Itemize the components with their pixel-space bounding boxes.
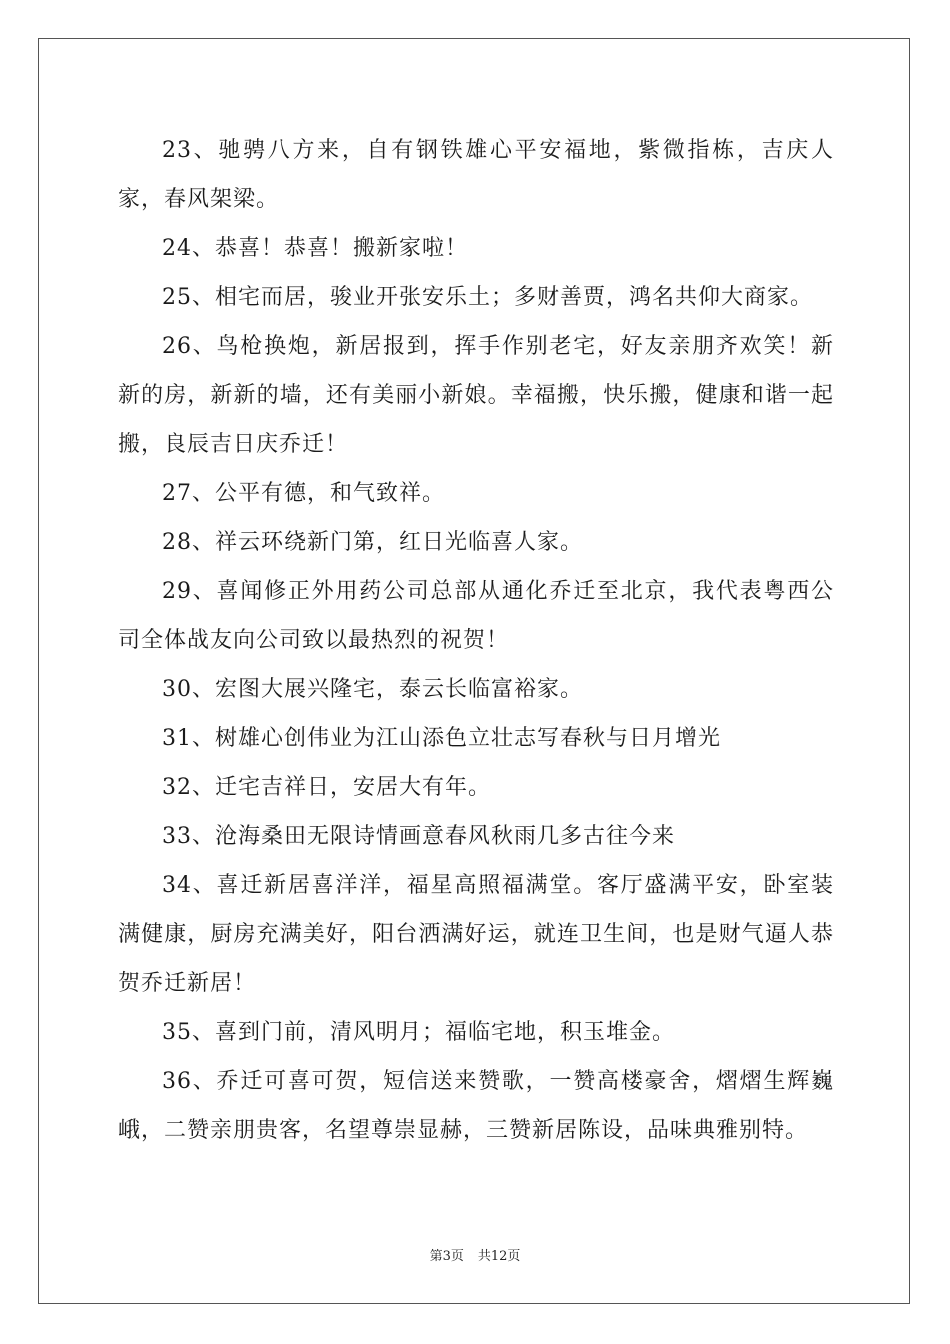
paragraph-30: 30、宏图大展兴隆宅，泰云长临富裕家。 [162,677,583,702]
paragraph-29: 29、喜闻修正外用药公司总部从通化乔迁至北京，我代表粤西公司全体战友向公司致以最热烈的祝贺！ [118,579,834,653]
paragraph-27: 27、公平有德，和气致祥。 [162,481,445,506]
paragraph-23: 23、驰骋八方来，自有钢铁雄心平安福地，紫微指栋，吉庆人家，春风架梁。 [118,138,834,212]
paragraph-34: 34、喜迁新居喜洋洋，福星高照福满堂。客厅盛满平安，卧室装满健康，厨房充满美好，阳台洒满好运，就连卫生间，也是财气逼人恭贺乔迁新居！ [118,873,834,996]
paragraph-24: 24、恭喜！恭喜！搬新家啦！ [162,236,468,261]
page-footer [0,1245,950,1264]
paragraph-26: 26、鸟枪换炮，新居报到，挥手作别老宅，好友亲朋齐欢笑！新新的房，新新的墙，还有美丽小新娘。幸福搬，快乐搬，健康和谐一起搬，良辰吉日庆乔迁！ [118,334,834,457]
paragraph-33: 33、沧海桑田无限诗情画意春风秋雨几多古往今来 [162,824,675,849]
paragraph-35: 35、喜到门前，清风明月；福临宅地，积玉堆金。 [162,1020,675,1045]
paragraph-36: 36、乔迁可喜可贺，短信送来赞歌，一赞高楼豪舍，熠熠生辉巍峨，二赞亲朋贵客，名望尊崇显赫，三赞新居陈设，品味典雅别特。 [118,1069,834,1143]
page-number: 第3页 [429,1249,464,1264]
paragraph-28: 28、祥云环绕新门第，红日光临喜人家。 [162,530,583,555]
paragraph-31: 31、树雄心创伟业为江山添色立壮志写春秋与日月增光 [162,726,721,751]
document-body [118,126,834,1155]
page-total: 共12页 [477,1249,521,1264]
paragraph-25: 25、相宅而居，骏业开张安乐土；多财善贾，鸿名共仰大商家。 [162,285,813,310]
paragraph-32: 32、迁宅吉祥日，安居大有年。 [162,775,491,800]
